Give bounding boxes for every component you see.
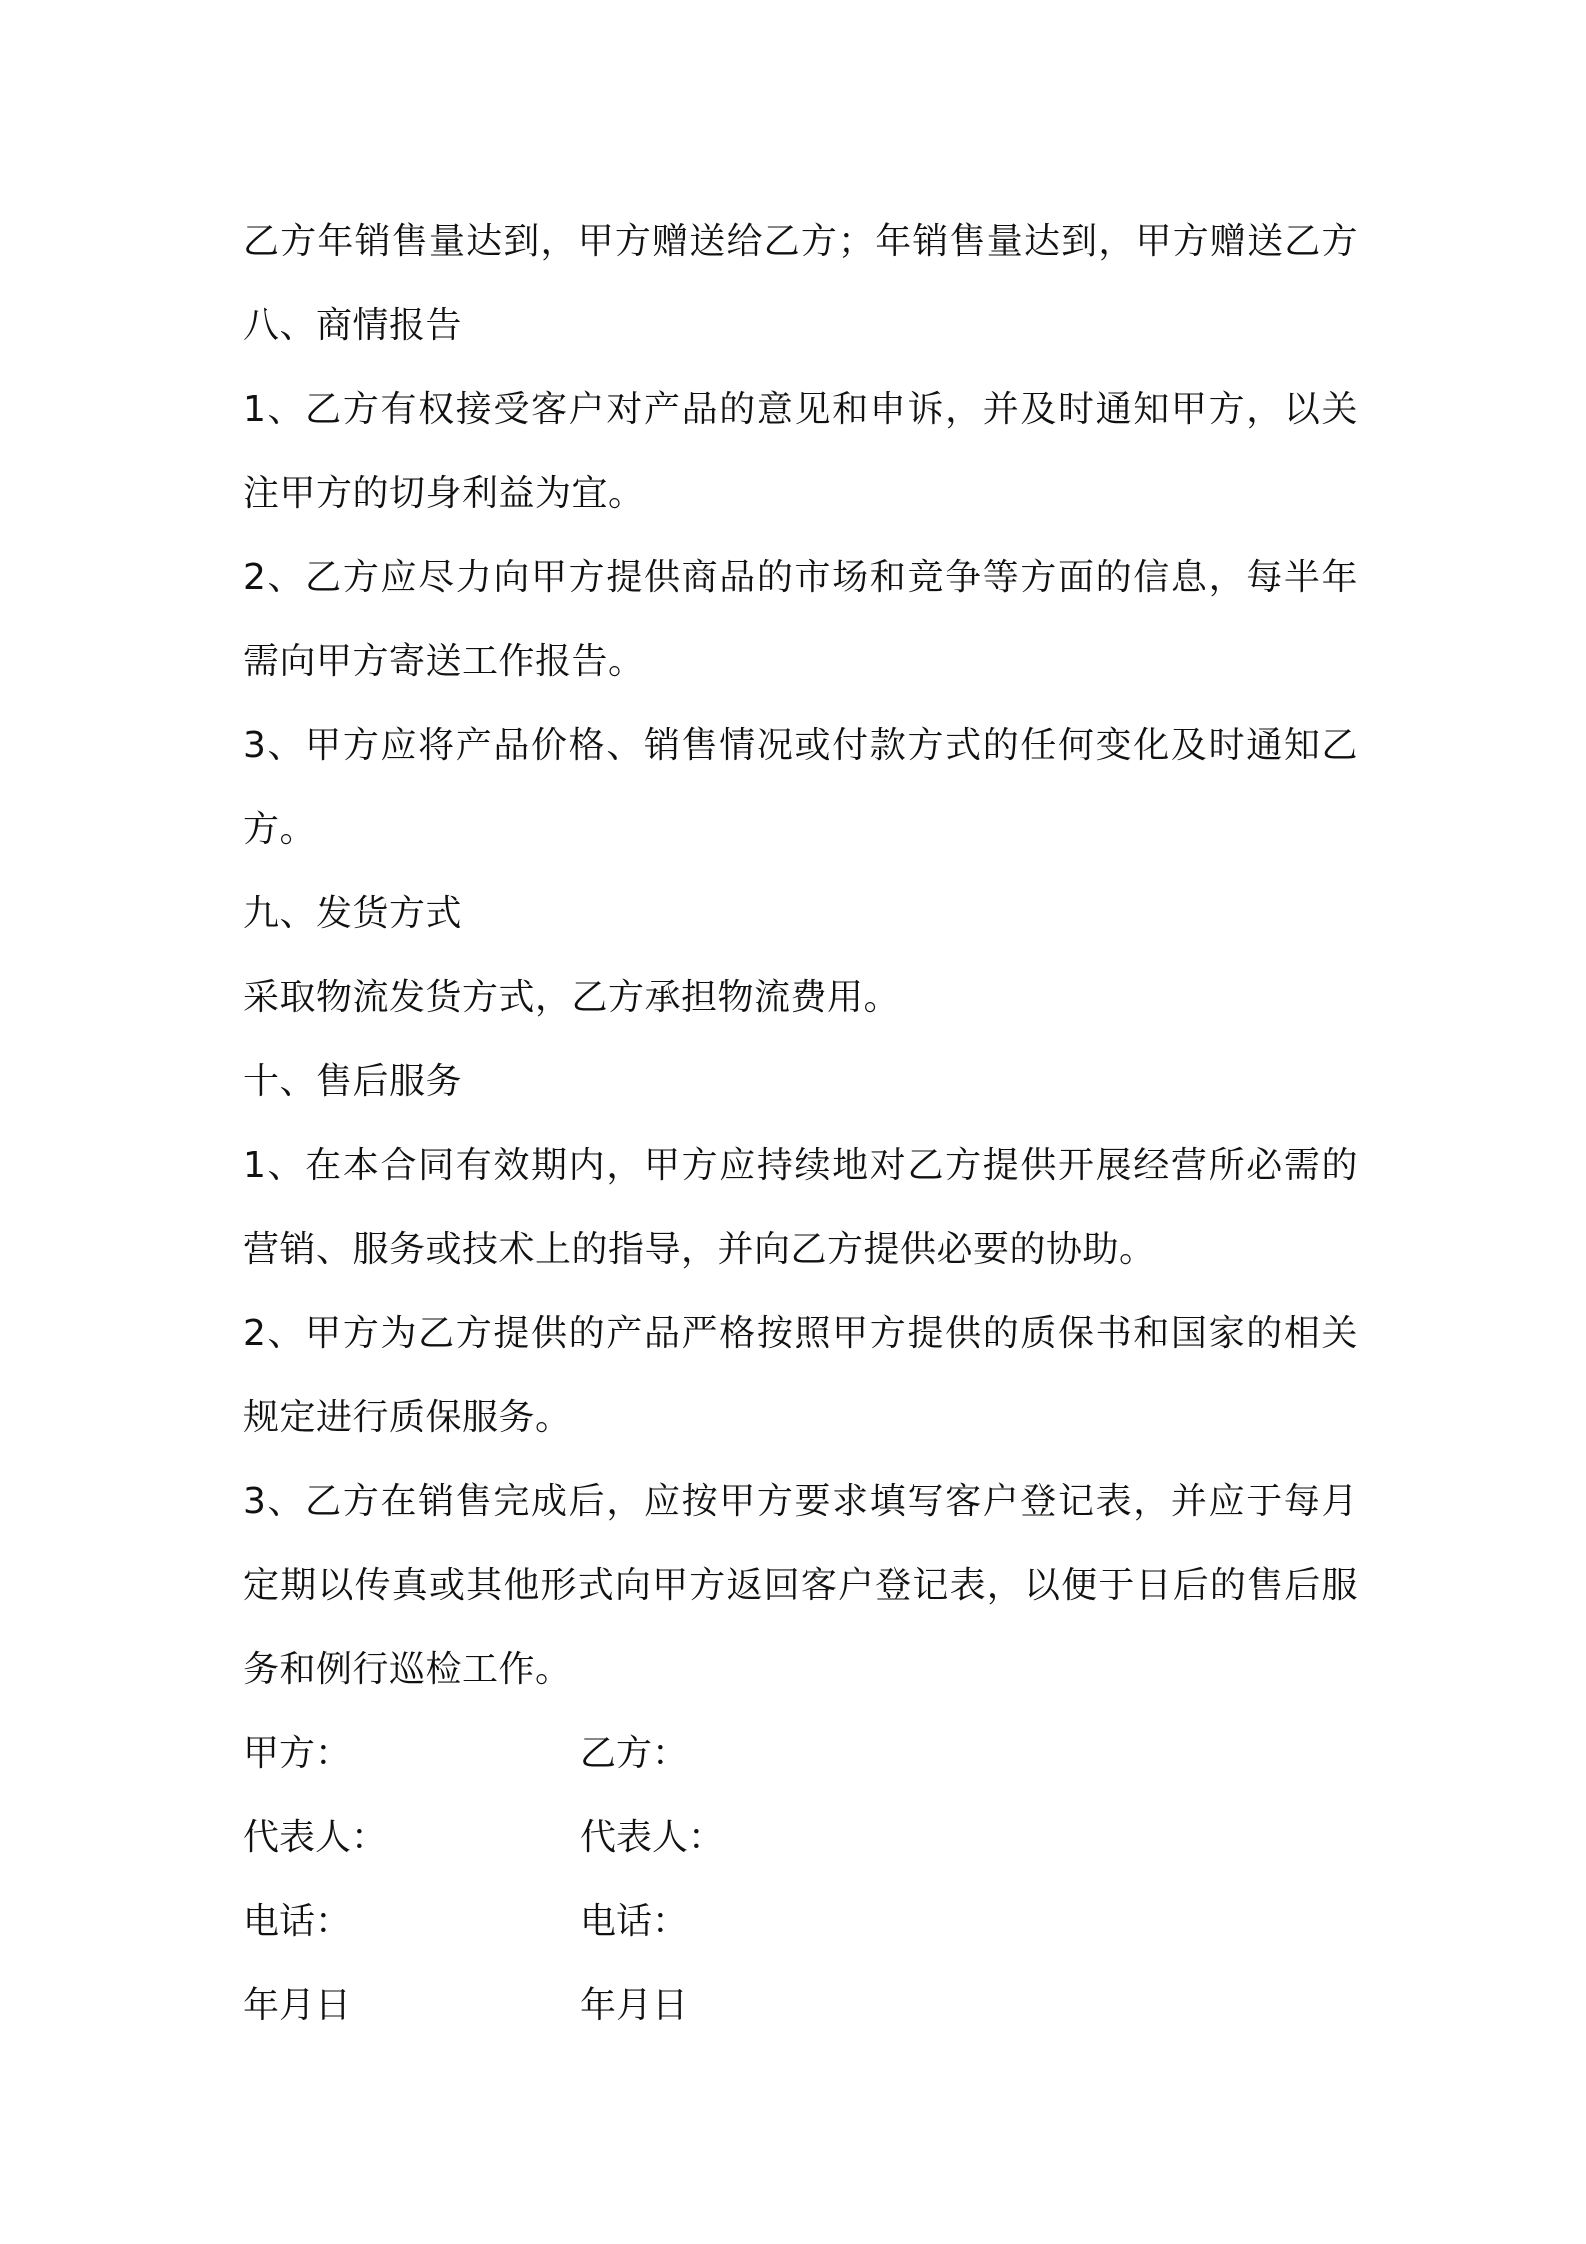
party-a-representative-label: 代表人：: [243, 1817, 388, 1858]
text-line-7: 3、甲方应将产品价格、销售情况或付款方式的任何变化及时通知乙: [243, 725, 1358, 766]
section-heading-10: 十、售后服务: [243, 1061, 463, 1102]
signature-row-representative: [243, 1796, 1358, 1880]
text-line-5: 2、乙方应尽力向甲方提供商品的市场和竞争等方面的信息，每半年: [243, 557, 1358, 598]
text-line-15: 规定进行质保服务。: [243, 1397, 572, 1438]
text-line-6: 需向甲方寄送工作报告。: [243, 641, 645, 682]
text-line-14: 2、甲方为乙方提供的产品严格按照甲方提供的质保书和国家的相关: [243, 1313, 1358, 1354]
signature-row-party: [243, 1712, 1358, 1796]
text-line-1: 乙方年销售量达到，甲方赠送给乙方；年销售量达到，甲方赠送乙方: [243, 221, 1358, 262]
text-line-10: 采取物流发货方式，乙方承担物流费用。: [243, 977, 901, 1018]
party-a-label: 甲方：: [243, 1733, 352, 1774]
text-line-13: 营销、服务或技术上的指导，并向乙方提供必要的协助。: [243, 1229, 1156, 1270]
text-line-12: 1、在本合同有效期内，甲方应持续地对乙方提供开展经营所必需的: [243, 1145, 1358, 1186]
signature-block: [243, 1712, 1358, 2048]
party-a-date-label: 年月日: [243, 1985, 352, 2026]
signature-row-date: [243, 1964, 1358, 2048]
party-a-phone-label: 电话：: [243, 1901, 352, 1942]
text-line-18: 务和例行巡检工作。: [243, 1649, 572, 1690]
text-line-4: 注甲方的切身利益为宜。: [243, 473, 645, 514]
text-line-17: 定期以传真或其他形式向甲方返回客户登记表，以便于日后的售后服: [243, 1565, 1358, 1606]
contract-page: [243, 200, 1358, 2048]
text-line-16: 3、乙方在销售完成后，应按甲方要求填写客户登记表，并应于每月: [243, 1481, 1358, 1522]
text-line-3: 1、乙方有权接受客户对产品的意见和申诉，并及时通知甲方，以关: [243, 389, 1358, 430]
text-line-8: 方。: [243, 809, 317, 850]
party-b-label: 乙方：: [580, 1733, 689, 1774]
party-b-representative-label: 代表人：: [580, 1817, 725, 1858]
party-b-date-label: 年月日: [580, 1985, 689, 2026]
party-b-phone-label: 电话：: [580, 1901, 689, 1942]
signature-row-phone: [243, 1880, 1358, 1964]
section-heading-9: 九、发货方式: [243, 893, 463, 934]
section-heading-8: 八、商情报告: [243, 305, 463, 346]
contract-body: [243, 200, 1358, 1712]
